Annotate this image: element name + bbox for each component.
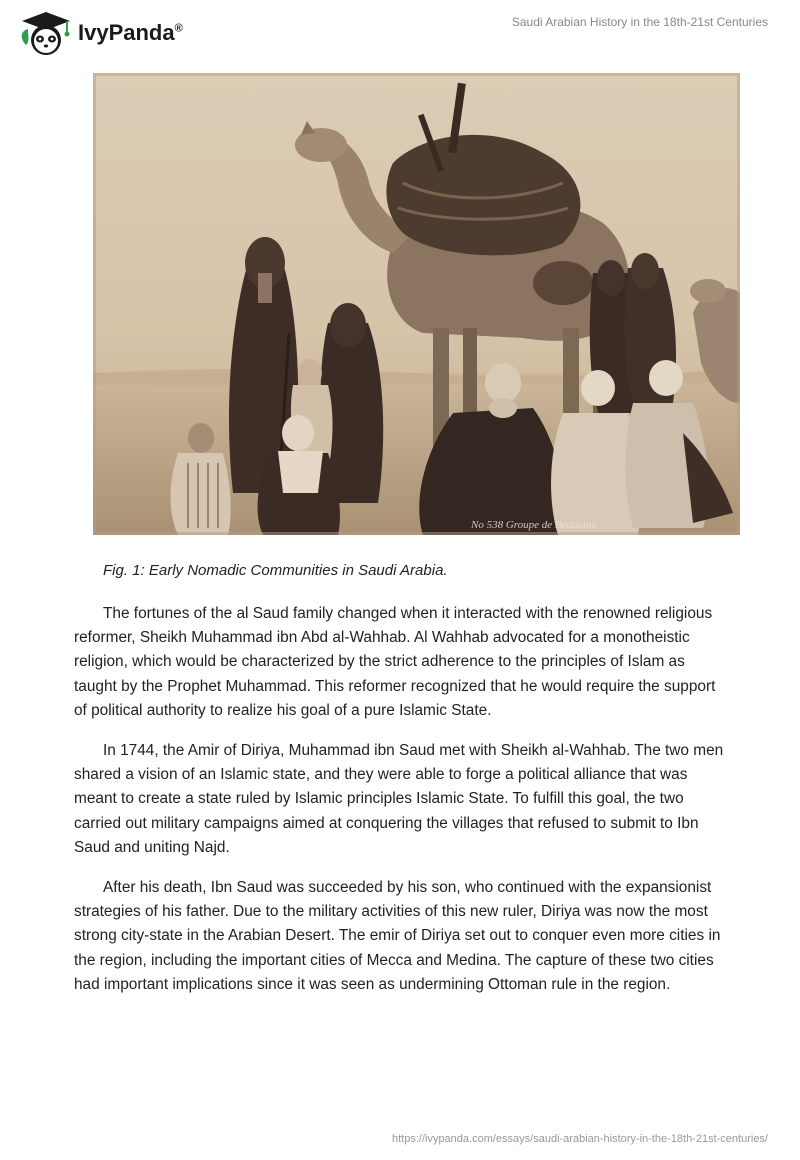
source-url[interactable]: https://ivypanda.com/essays/saudi-arabian-history-in-the-18th-21st-centuries/ <box>391 1133 768 1145</box>
document-title: Saudi Arabian History in the 18th-21st Centuries <box>511 15 768 29</box>
photo-inscription: No 538 Groupe de Bédouins <box>471 519 596 531</box>
nomadic-community-photo <box>93 73 740 535</box>
paragraph-1744-alliance: In 1744, the Amir of Diriya, Muhammad ibn Saud met with Sheikh al-Wahhab. The two men shared a vision of an Islamic state, and they were able to forge a political alliance that was meant to create a state ruled by Islamic principles Islamic State. To fulfill this goal, the two carried out military campaigns aimed at conquering the villages that refused to submit to Ibn Saud and uniting Najd. <box>74 742 724 856</box>
figure-caption: Fig. 1: Early Nomadic Communities in Saudi Arabia. <box>103 562 448 579</box>
paragraph-al-saud-reformer: The fortunes of the al Saud family changed when it interacted with the renowned religious reformer, Sheikh Muhammad ibn Abd al-Wahhab. Al Wahhab advocated for a monotheistic religion, which would be characterized by the strict adherence to the principles of Islam as taught by the Prophet Muhammad. This reformer recognized that he would require the support of political authority to realize his goal of a pure Islamic State. <box>74 605 716 719</box>
panda-graduate-icon <box>14 9 74 57</box>
article-body <box>74 602 724 1013</box>
ivypanda-logo[interactable] <box>14 9 183 57</box>
page-header <box>0 0 800 70</box>
brand-name: IvyPanda® <box>78 20 183 45</box>
paragraph-succession: After his death, Ibn Saud was succeeded by his son, who continued with the expansionist strategies of his father. Due to the military activities of this new ruler, Diriya was now the most strong city-state in the Arabian Desert. The emir of Diriya set out to conquer even more cities in the region, including the important cities of Mecca and Medina. The capture of these two cities had important implications since it was seen as undermining Ottoman rule in the region. <box>74 879 721 993</box>
sepia-photograph <box>93 73 740 535</box>
